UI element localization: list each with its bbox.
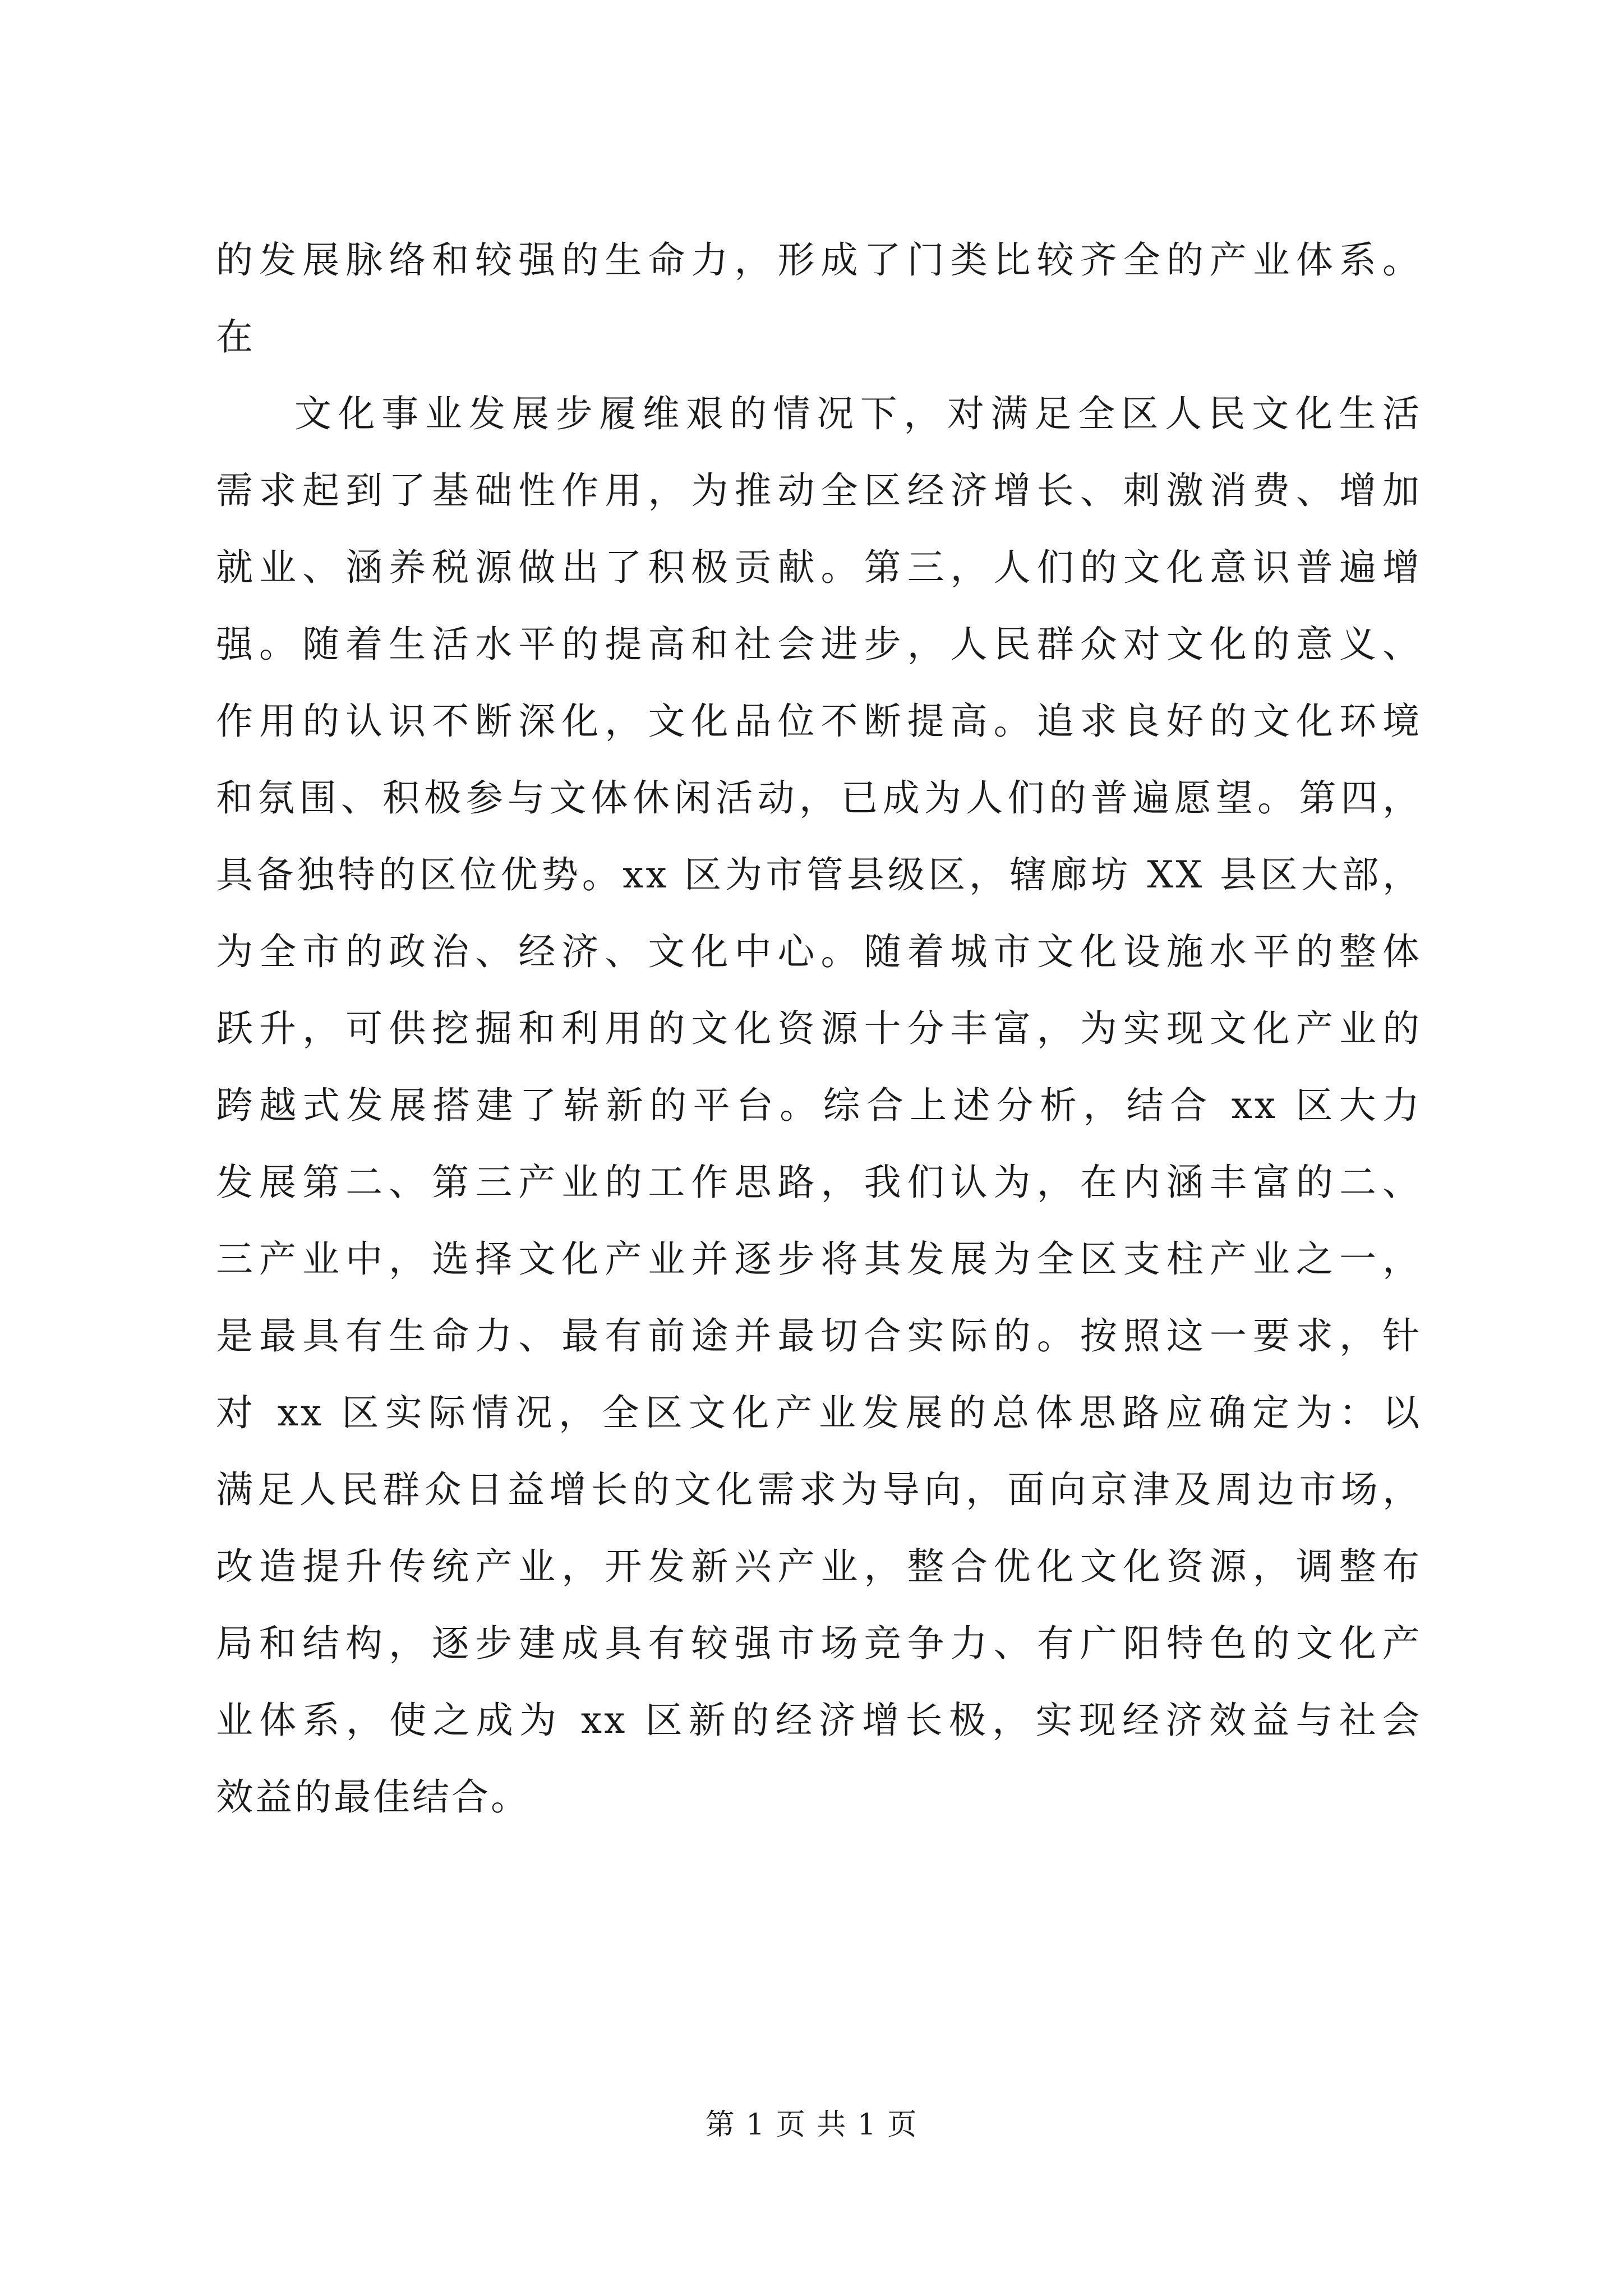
text-line: 的发展脉络和较强的生命力，形成了门类比较齐全的产业体系。: [216, 238, 1422, 282]
text-line: 对 xx 区实际情况，全区文化产业发展的总体思路应确定为：以: [216, 1391, 1422, 1434]
page-footer: 第 1 页 共 1 页: [705, 2108, 918, 2142]
text-line: 三产业中，选择文化产业并逐步将其发展为全区支柱产业之一，: [216, 1237, 1422, 1281]
text-line: 效益的最佳结合。: [216, 1775, 530, 1819]
text-line: 满足人民群众日益增长的文化需求为导向，面向京津及周边市场，: [216, 1468, 1422, 1511]
text-line: 强。随着生活水平的提高和社会进步，人民群众对文化的意义、: [216, 623, 1422, 666]
text-line: 跨越式发展搭建了崭新的平台。综合上述分析，结合 xx 区大力: [216, 1084, 1422, 1127]
text-line: 和氛围、积极参与文体休闲活动，已成为人们的普遍愿望。第四，: [216, 776, 1422, 820]
document-body: [216, 222, 1422, 1835]
text-line: 业体系，使之成为 xx 区新的经济增长极，实现经济效益与社会: [216, 1699, 1422, 1742]
text-line: 文化事业发展步履维艰的情况下，对满足全区人民文化生活: [294, 392, 1422, 435]
text-line: 就业、涵养税源做出了积极贡献。第三，人们的文化意识普遍增: [216, 546, 1422, 589]
text-line: 作用的认识不断深化，文化品位不断提高。追求良好的文化环境: [216, 700, 1422, 743]
text-line: 具备独特的区位优势。xx 区为市管县级区，辖廊坊 XX 县区大部，: [216, 853, 1422, 896]
text-line: 发展第二、第三产业的工作思路，我们认为，在内涵丰富的二、: [216, 1161, 1422, 1204]
text-line: 跃升，可供挖掘和利用的文化资源十分丰富，为实现文化产业的: [216, 1007, 1422, 1050]
text-line: 改造提升传统产业，开发新兴产业，整合优化文化资源，调整布: [216, 1545, 1422, 1588]
text-line: 需求起到了基础性作用，为推动全区经济增长、刺激消费、增加: [216, 469, 1422, 512]
text-line: 局和结构，逐步建成具有较强市场竞争力、有广阳特色的文化产: [216, 1622, 1422, 1665]
text-line: 是最具有生命力、最有前途并最切合实际的。按照这一要求，针: [216, 1314, 1422, 1358]
text-line: 为全市的政治、经济、文化中心。随着城市文化设施水平的整体: [216, 930, 1422, 973]
text-line: 在: [216, 315, 255, 358]
